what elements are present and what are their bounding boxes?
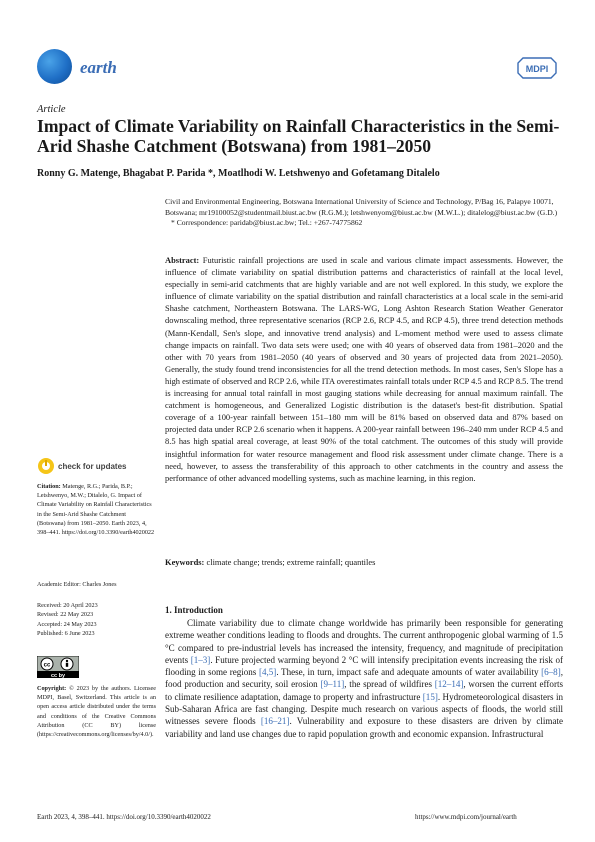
copyright-block xyxy=(37,684,156,739)
citation-link[interactable]: [9–11] xyxy=(320,679,345,690)
footer-citation: Earth 2023, 4, 398–441. https://doi.org/10.3390/earth4020022 xyxy=(37,813,211,821)
citation-text: Matenge, R.G.; Parida, B.P.; Letshwenyo, M.W.; Ditalelo, G. Impact of Climate Variability on Rainfall Characteristics in the Semi-Arid Shashe Catchment (Botswana) from 1981–2050. Earth 2023, 4, 398–441. https://doi.org/10.3390/earth4020022 xyxy=(37,483,155,537)
abstract-label: Abstract: xyxy=(165,255,200,265)
keywords-label: Keywords: xyxy=(165,557,205,567)
check-updates-label: check for updates xyxy=(58,462,127,471)
mdpi-logo xyxy=(517,57,557,79)
citation-link[interactable]: [15] xyxy=(422,691,438,702)
received-date: Received: 20 April 2023 xyxy=(37,602,98,609)
correspondence: * Correspondence: paridab@biust.ac.bw; Tel.: +267-74775862 xyxy=(171,218,363,228)
mdpi-logo-text: MDPI xyxy=(525,64,549,74)
article-type: Article xyxy=(37,104,66,115)
section-heading: 1. Introduction xyxy=(165,605,223,615)
published-date: Published: 6 June 2023 xyxy=(37,630,95,638)
check-for-updates-badge[interactable] xyxy=(37,456,157,476)
copyright-label: Copyright: xyxy=(37,685,67,692)
abstract xyxy=(165,254,563,484)
copyright-text: © 2023 by the authors. Licensee MDPI, Basel, Switzerland. This article is an open access article distributed under the terms and conditions of the Creative Commons Attribution (CC BY) license (https://creativecommons.org/licenses/by/4.0/). xyxy=(37,685,156,739)
affiliations xyxy=(165,197,565,229)
citation-block xyxy=(37,482,155,537)
citation-link[interactable]: [16–21] xyxy=(260,716,290,727)
academic-editor: Academic Editor: Charles Jones xyxy=(37,581,117,588)
citation-link[interactable]: [12–14] xyxy=(434,679,464,690)
revised-date: Revised: 22 May 2023 xyxy=(37,611,94,619)
citation-link[interactable]: [1–3] xyxy=(190,654,211,665)
journal-name: earth xyxy=(80,58,117,77)
cc-badge-label: cc by xyxy=(50,673,66,678)
cc-by-license-badge[interactable] xyxy=(37,656,79,678)
citation-label: Citation: xyxy=(37,483,61,490)
article-title: Impact of Climate Variability on Rainfall Characteristics in the Semi-Arid Shashe Catchment (Botswana) from 1981–2050 xyxy=(37,116,560,156)
citation-link[interactable]: [4,5] xyxy=(258,667,277,678)
svg-text:cc: cc xyxy=(43,662,51,669)
author-list: Ronny G. Matenge, Bhagabat P. Parida *, Moatlhodi W. Letshwenyo and Gofetamang Ditalelo xyxy=(37,168,440,179)
keywords xyxy=(165,557,563,567)
affiliation-text: Civil and Environmental Engineering, Botswana International University of Science and Technology, P/Bag 16, Palapye 10071, Botswana; mr19100052@studentmail.biust.ac.bw (R.G.M.); letshwenyom@biust.ac.bw (M.W.L.); ditalelog@biust.ac.bw (G.D.) xyxy=(165,197,558,217)
accepted-date: Accepted: 24 May 2023 xyxy=(37,620,97,628)
journal-logo xyxy=(37,49,72,84)
keywords-text: climate change; trends; extreme rainfall; quantiles xyxy=(206,557,376,567)
footer-journal-link[interactable]: https://www.mdpi.com/journal/earth xyxy=(415,813,517,821)
abstract-text: Futuristic rainfall projections are used in scale and various climate impact assessments. However, the influence of climate variability on spatial distribution patterns and characteristics of rainfall at the local level, especially in semi-arid catchments that are highly variable and are not well explored. In this study, we explore the influence of climate variability on the spatial distribution and rainfall characteristics at a local scale in the semi-arid Shashe catchment, Northeastern Botswana. The LARS-WG, Long Ashton Research Station Weather Generator downscaling method, three representative scenarios (RCP 2.6, RCP 4.5, and RCP 4.5), three trend detection methods (Mann-Kendall, Sen's slope, and innovative trend analysis) and L-moment method were used to assess climate change impacts on rainfall. Two data sets were used; one with 40 years of observed data from 1981–2020 and the other with 70 years from 1981–2050 (40 years of observed and 30 years of projected data from 2021–2050). Generally, the study found trend inconsistencies for all the trend detection methods. In most cases, Sen's Slope has a high estimate of observed and RCP 2.6, while ITA overestimates rainfall totals under RCP 4.5 and RCP 8.5. The trend is increasing for annual total rainfall in most gauging stations while decreasing for annual maximum rainfall. The catchment is homogeneous, and Generalized Logistic distribution is the dataset's best-fit distribution. Spatial coverage of a 100-year rainfall between 151–180 mm will be 81% based on observed data and 87% based on projected data under RCP 2.6 scenario when it happens. A 200-year rainfall between 196–240 mm under RCP 4.5 and 8.5 has high spatial areal coverage, at least 90% of the total catchment. The outcomes of this study will provide insightful information for water resource management and flood risk assessment under climate change. There is a need, however, to assess the transferability of this approach to other catchments in the country and assess the performance of other advanced modelling systems, such as machine learning, in this region. xyxy=(165,255,564,483)
publication-dates xyxy=(37,601,98,639)
citation-link[interactable]: [6–8] xyxy=(541,667,561,678)
intro-paragraph: Climate variability due to climate change worldwide has primarily been responsible for generating extreme weather conditions leading to floods and droughts. The current anthropogenic global warming of 1.5 °C compared to pre-industrial levels has increased the intensity, frequency, and magnitude of precipitation events [1–3]. Future projected warming beyond 2 °C will intensify precipitation events increasing the risk of flooding in some regions [4,5]. These, in turn, impact safe and adequate amounts of water availability [6–8], food production and security, soil erosion [9–11], the spread of wildfires [12–14], worsen the current efforts to climate resilience adaptation, damage to property and infrastructure [15]. Hydrometeorological disasters in Sub-Saharan Africa are fast changing. Despite much research on various aspects of floods, the world still witnesses severe floods [16–21]. Vulnerability and exposure to these disasters are driven by climate variability and land use changes due to rapid population growth and economic expansion. Infrastructural xyxy=(165,618,563,739)
